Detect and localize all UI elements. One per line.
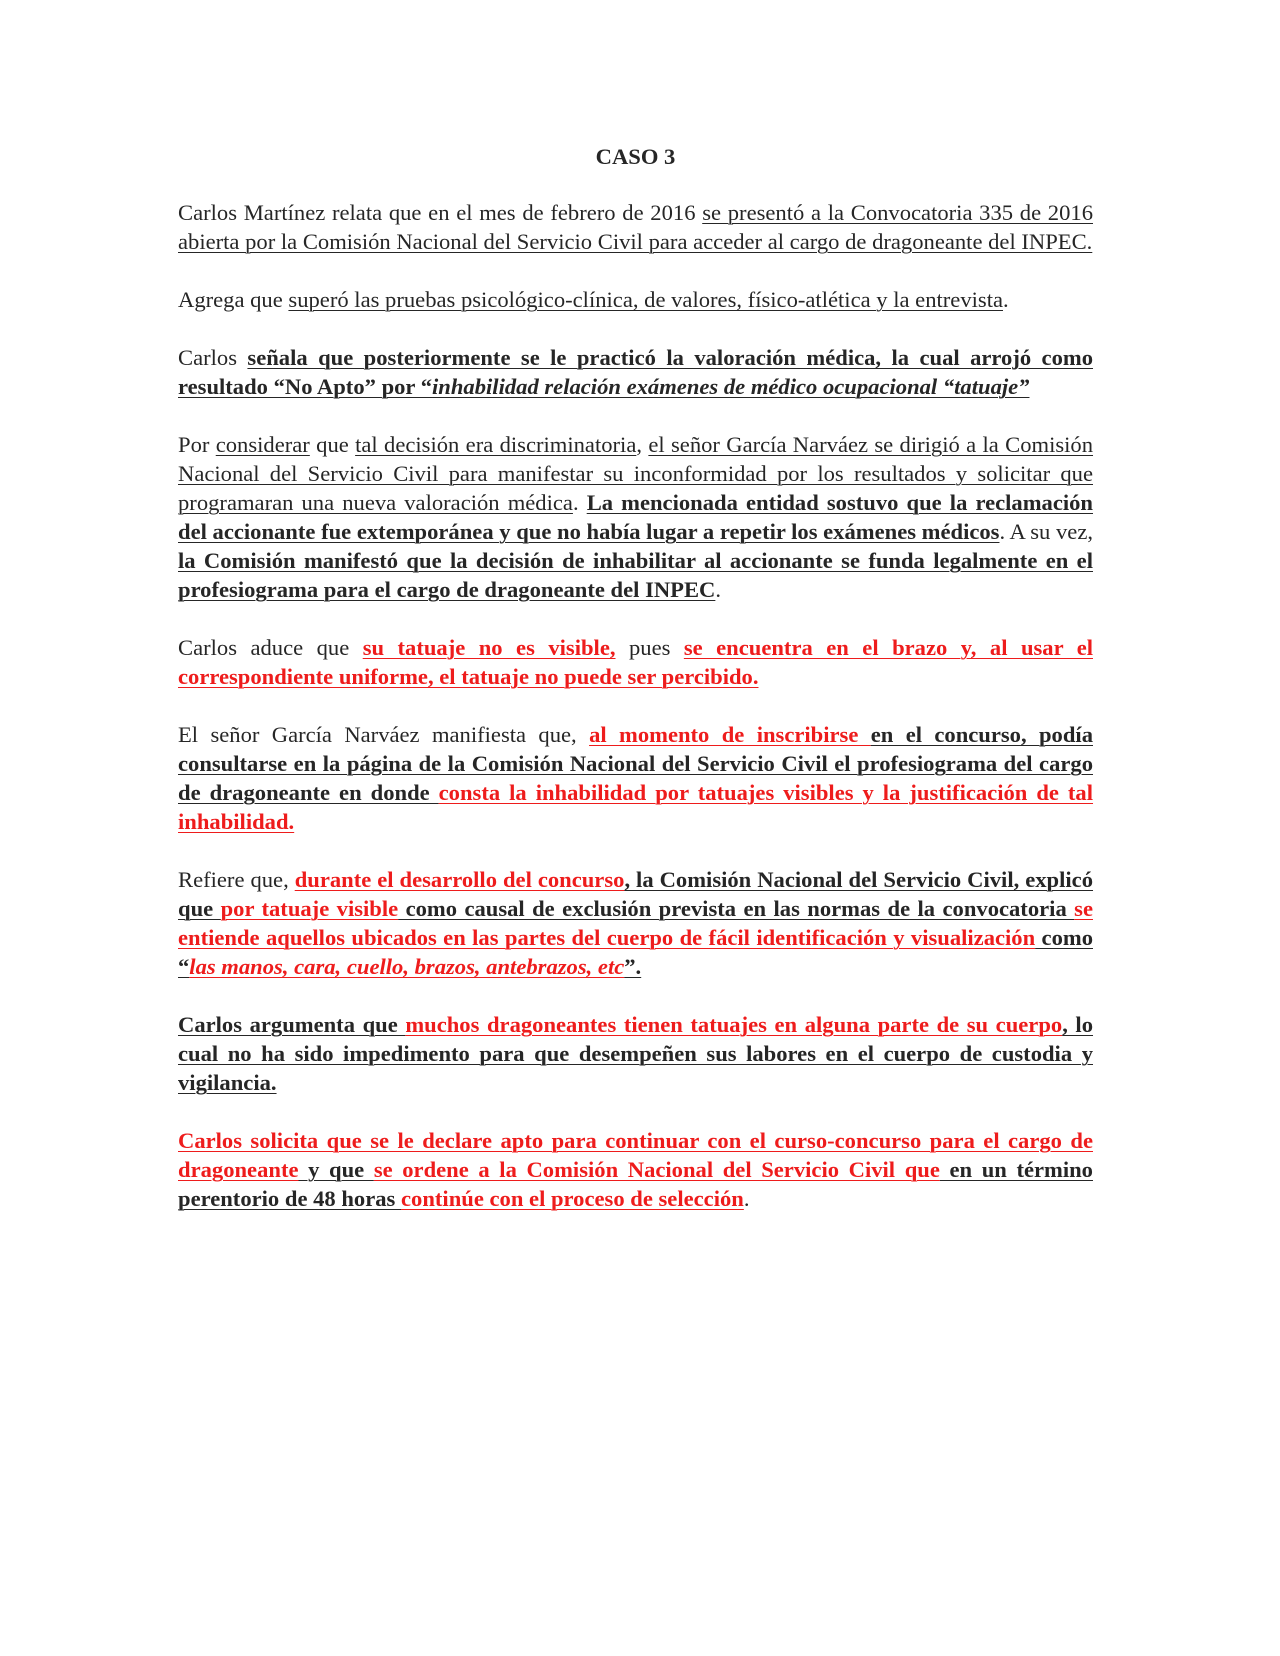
underlined-run: el señor García Narváez se dirigió a la Comisión Nacional del Servicio Civil para manifestar su inconformidad por los resultados y solicitar que programaran una nueva valoración médica (178, 432, 1094, 515)
text-run: que (309, 432, 356, 457)
underlined-run: superó las pruebas psicológico-clínica, de valores, físico-atlética y la entrevista (288, 287, 1003, 312)
bold-underlined-run: como causal de exclusión prevista en las normas de la convocatoria (398, 896, 1075, 921)
document-title: CASO 3 (595, 144, 676, 169)
red-highlight-run: se entiende aquellos ubicados en las partes del cuerpo de fácil identificación y visualización (178, 896, 1093, 950)
red-italic-run: las manos, cara, cuello, brazos, antebrazos, etc (189, 954, 625, 979)
text-run: Refiere que, (178, 867, 295, 892)
text-run: El señor García Narváez manifiesta que, (178, 722, 590, 747)
bold-underlined-run: Carlos argumenta que (178, 1012, 406, 1037)
text-run: Carlos Martínez relata que en el mes de febrero de 2016 (178, 200, 703, 225)
red-highlight-run: consta la inhabilidad por tatuajes visibles y la justificación de tal inhabilidad. (178, 780, 1094, 834)
paragraph-4 (178, 430, 1093, 604)
red-highlight-run: muchos dragoneantes tienen tatuajes en alguna parte de su cuerpo (405, 1012, 1063, 1037)
underlined-run: considerar (215, 432, 310, 457)
text-run: , (636, 432, 649, 457)
bold-underlined-run: como “ (178, 925, 1093, 979)
text-run: pues (615, 635, 684, 660)
bold-underlined-run: en un término perentorio de 48 horas (178, 1157, 1093, 1211)
bold-underlined-run: en el concurso, podía consultarse en la página de la Comisión Nacional del Servicio Civil el profesiograma del cargo de dragoneante en donde (178, 722, 1093, 805)
text-run: Carlos aduce que (178, 635, 363, 660)
paragraph-7 (178, 865, 1093, 981)
red-highlight-run: al momento de inscribirse (589, 722, 871, 747)
red-highlight-run: se encuentra en el brazo y, al usar el correspondiente uniforme, el tatuaje no puede ser percibido. (178, 635, 1093, 689)
text-run: Por (178, 432, 216, 457)
document-page (178, 142, 1093, 1242)
red-highlight-run: su tatuaje no es visible, (362, 635, 616, 660)
paragraph-2 (178, 285, 1093, 314)
text-run: Carlos (178, 345, 248, 370)
paragraph-1 (178, 198, 1093, 256)
red-highlight-run: durante el desarrollo del concurso (294, 867, 625, 892)
underlined-run: tal decisión era discriminatoria (355, 432, 637, 457)
paragraph-9 (178, 1126, 1093, 1213)
text-run: . (715, 577, 722, 602)
bold-underlined-run: , la Comisión Nacional del Servicio Civil, explicó que (178, 867, 1094, 921)
bold-underlined-run: ”. (624, 954, 642, 979)
red-highlight-run: se ordene a la Comisión Nacional del Servicio Civil que (373, 1157, 940, 1182)
text-run: . (1003, 287, 1009, 312)
bold-underlined-run: La mencionada entidad sostuvo que la reclamación del accionante fue extemporánea y que no había lugar a repetir los exámenes médicos (178, 490, 1093, 544)
bold-underlined-run: la Comisión manifestó que la decisión de inhabilitar al accionante se funda legalmente en el profesiograma para el cargo de dragoneante del INPEC (178, 548, 1093, 602)
paragraph-6 (178, 720, 1093, 836)
text-run: . A su vez, (999, 519, 1093, 544)
text-run: . (743, 1186, 750, 1211)
red-highlight-run: por tatuaje visible (220, 896, 399, 921)
bold-underlined-run: señala que posteriormente se le practicó la valoración médica, la cual arrojó como resultado “No Apto” por “ (178, 345, 1094, 399)
paragraph-8 (178, 1010, 1093, 1097)
text-run: Agrega que (178, 287, 289, 312)
red-highlight-run: continúe con el proceso de selección (401, 1186, 744, 1211)
paragraph-3 (178, 343, 1093, 401)
bold-underlined-run: y que (298, 1157, 374, 1182)
quoted-reason: inhabilidad relación exámenes de médico ocupacional “tatuaje” (432, 374, 1030, 399)
bold-underlined-run: , lo cual no ha sido impedimento para que desempeñen sus labores en el cuerpo de custodia y vigilancia. (178, 1012, 1094, 1095)
red-highlight-run: Carlos solicita que se le declare apto para continuar con el curso-concurso para el cargo de dragoneante (178, 1128, 1093, 1182)
text-run: . (572, 490, 587, 515)
paragraph-5 (178, 633, 1093, 691)
underlined-run: se presentó a la Convocatoria 335 de 2016 abierta por la Comisión Nacional del Servicio Civil para acceder al cargo de dragoneante del INPEC. (178, 200, 1093, 254)
